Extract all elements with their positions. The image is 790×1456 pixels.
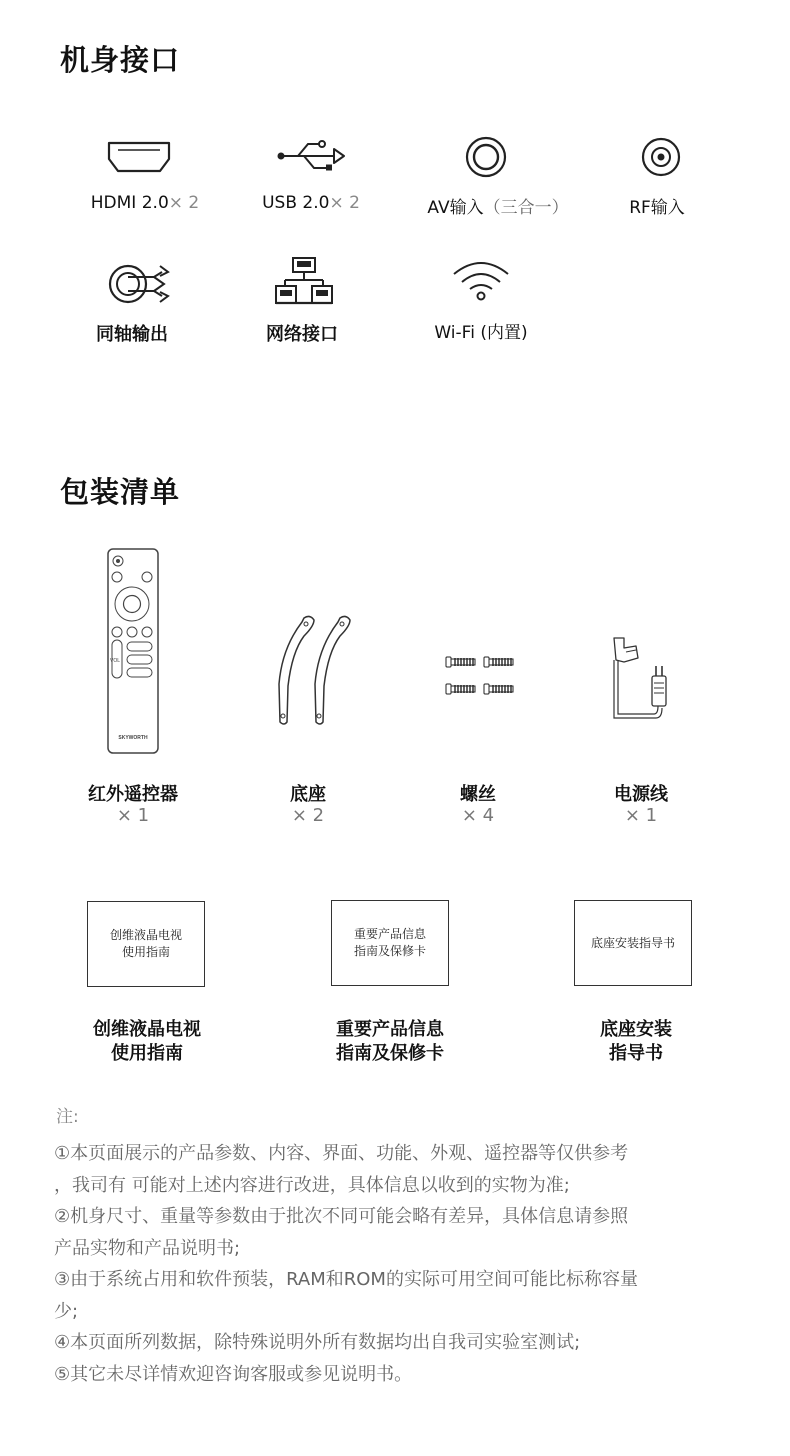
note-line: ，我司有 可能对上述内容进行改进，具体信息以收到的实物为准; bbox=[54, 1174, 570, 1196]
booklet-label-warranty: 重要产品信息 指南及保修卡 bbox=[336, 1019, 444, 1064]
usb-icon bbox=[276, 138, 348, 174]
item-qty-remote: × 1 bbox=[116, 805, 150, 826]
note-line: ⑤其它未尽详情欢迎咨询客服或参见说明书。 bbox=[54, 1363, 413, 1385]
port-label-rf: RF输入 bbox=[629, 198, 685, 218]
notes-body bbox=[54, 1138, 754, 1390]
booklet-label-user-guide: 创维液晶电视 使用指南 bbox=[93, 1019, 201, 1064]
booklet-warranty: 重要产品信息 指南及保修卡 bbox=[331, 900, 449, 986]
booklet-stand-install: 底座安装指导书 bbox=[574, 900, 692, 986]
remote-brand: SKYWORTH bbox=[118, 735, 148, 741]
item-qty-screws: × 4 bbox=[461, 805, 495, 826]
coaxial-output-icon bbox=[108, 262, 172, 306]
booklet-user-guide: 创维液晶电视 使用指南 bbox=[87, 901, 205, 987]
network-port-icon bbox=[275, 256, 333, 306]
port-label-coaxial: 同轴输出 bbox=[96, 324, 168, 345]
item-qty-power-cord: × 1 bbox=[624, 805, 658, 826]
item-label-remote: 红外遥控器 bbox=[88, 784, 178, 805]
port-label-network: 网络接口 bbox=[266, 324, 338, 345]
port-label-hdmi: HDMI 2.0× 2 bbox=[90, 193, 200, 213]
note-line: ④本页面所列数据，除特殊说明外所有数据均出自我司实验室测试; bbox=[54, 1332, 581, 1353]
booklet-label-stand-install: 底座安装 指导书 bbox=[600, 1019, 672, 1064]
note-line: ①本页面展示的产品参数、内容、界面、功能、外观、遥控器等仅供参考 bbox=[54, 1143, 629, 1164]
remote-control-image bbox=[107, 548, 159, 754]
wifi-icon bbox=[451, 260, 511, 302]
note-line: 产品实物和产品说明书; bbox=[54, 1237, 241, 1259]
notes-title: 注: bbox=[56, 1107, 79, 1127]
remote-vol-label: VOL bbox=[110, 658, 121, 664]
stand-legs-image bbox=[274, 614, 356, 728]
package-title: 包装清单 bbox=[60, 475, 181, 509]
rf-input-icon bbox=[641, 137, 681, 177]
port-label-usb: USB 2.0× 2 bbox=[262, 193, 360, 213]
note-line: 少; bbox=[54, 1300, 79, 1322]
av-input-icon bbox=[465, 136, 507, 178]
item-label-screws: 螺丝 bbox=[460, 784, 496, 805]
port-label-wifi: Wi-Fi (内置) bbox=[434, 323, 528, 343]
item-label-power-cord: 电源线 bbox=[614, 784, 668, 805]
item-qty-stand: × 2 bbox=[291, 805, 325, 826]
note-line: ③由于系统占用和软件预装，RAM和ROM的实际可用空间可能比标称容量 bbox=[54, 1269, 638, 1290]
power-cord-image bbox=[606, 636, 672, 724]
item-label-stand: 底座 bbox=[290, 784, 326, 805]
note-line: ②机身尺寸、重量等参数由于批次不同可能会略有差异，具体信息请参照 bbox=[54, 1206, 629, 1227]
hdmi-port-icon bbox=[106, 140, 172, 174]
port-label-av: AV输入（三合一） bbox=[427, 198, 569, 218]
interfaces-title: 机身接口 bbox=[60, 43, 181, 77]
screws-image bbox=[445, 654, 515, 698]
